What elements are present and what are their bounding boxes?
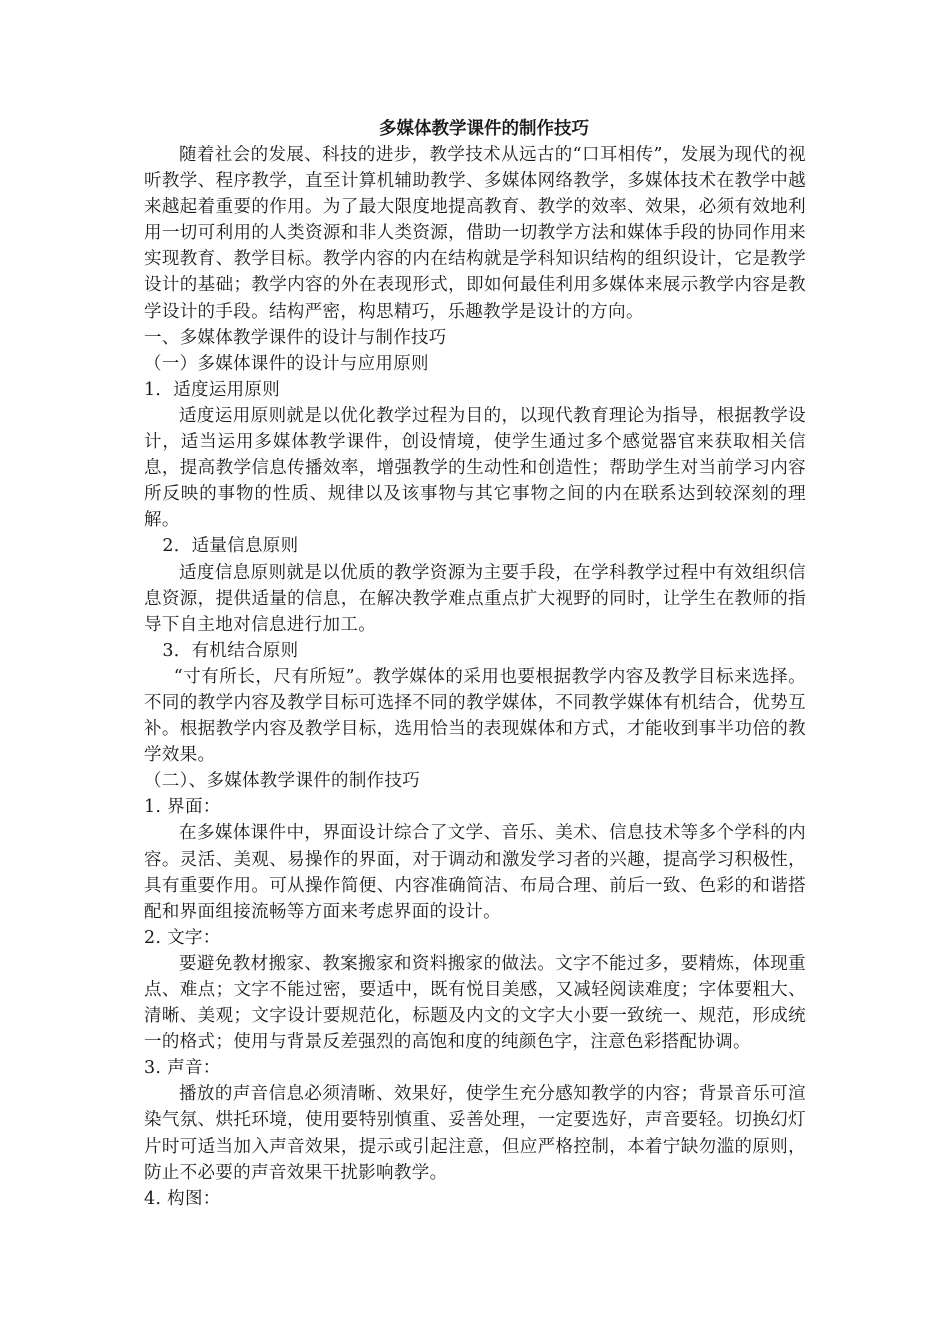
technique-heading: 1. 界面： xyxy=(144,797,221,818)
document-body xyxy=(144,116,806,1212)
subsection-heading: （二）、多媒体教学课件的制作技巧 xyxy=(144,771,421,792)
intro-paragraph: 随着社会的发展、科技的进步，教学技术从远古的“口耳相传”，发展为现代的视听教学、程序教学，直至计算机辅助教学、多媒体网络教学，多媒体技术在教学中越来越起着重要的作用。为了最大限度地提高教育、教学的效率、效果，必须有效地利用一切可利用的人类资源和非人类资源，借助一切教学方法和媒体手段的协同作用来实现教育、教学目标。教学内容的内在结构就是学科知识结构的组织设计，它是教学设计的基础；教学内容的外在表现形式，即如何最佳利用多媒体来展示教学内容是教学设计的手段。结构严密，构思精巧，乐趣教学是设计的方向。 xyxy=(144,145,806,322)
technique-heading: 2. 文字： xyxy=(144,927,221,948)
principle-heading: 3．有机结合原则 xyxy=(162,640,299,661)
principle-paragraph: 适度信息原则就是以优质的教学资源为主要手段，在学科教学过程中有效组织信息资源，提供适量的信息，在解决教学难点重点扩大视野的同时，让学生在教师的指导下自主地对信息进行加工。 xyxy=(144,562,806,635)
principle-heading: 2．适量信息原则 xyxy=(162,536,299,557)
technique-paragraph: 要避免教材搬家、教案搬家和资料搬家的做法。文字不能过多，要精炼，体现重点、难点；文字不能过密，要适中，既有悦目美感，又减轻阅读难度；字体要粗大、清晰、美观；文字设计要规范化，标题及内文的文字大小要一致统一、规范，形成统一的格式；使用与背景反差强烈的高饱和度的纯颜色字，注意色彩搭配协调。 xyxy=(144,953,806,1053)
principle-paragraph: 适度运用原则就是以优化教学过程为目的，以现代教育理论为指导，根据教学设计，适当运用多媒体教学课件，创设情境，使学生通过多个感觉器官来获取相关信息，提高教学信息传播效率，增强教学的生动性和创造性；帮助学生对当前学习内容所反映的事物的性质、规律以及该事物与其它事物之间的内在联系达到较深刻的理解。 xyxy=(144,405,806,531)
document-title: 多媒体教学课件的制作技巧 xyxy=(379,119,589,139)
technique-paragraph: 在多媒体课件中，界面设计综合了文学、音乐、美术、信息技术等多个学科的内容。灵活、美观、易操作的界面，对于调动和激发学习者的兴趣，提高学习积极性，具有重要作用。可从操作简便、内容准确简洁、布局合理、前后一致、色彩的和谐搭配和界面组接流畅等方面来考虑界面的设计。 xyxy=(144,823,806,922)
principle-paragraph: “寸有所长，尺有所短”。教学媒体的采用也要根据教学内容及教学目标来选择。不同的教学内容及教学目标可选择不同的教学媒体，不同教学媒体有机结合，优势互补。根据教学内容及教学目标，选用恰当的表现媒体和方式，才能收到事半功倍的教学效果。 xyxy=(144,666,806,766)
technique-paragraph: 播放的声音信息必须清晰、效果好，使学生充分感知教学的内容；背景音乐可渲染气氛、烘托环境，使用要特别慎重、妥善处理，一定要选好，声音要轻。切换幻灯片时可适当加入声音效果，提示或引起注意，但应严格控制，本着宁缺勿滥的原则，防止不必要的声音效果干扰影响教学。 xyxy=(144,1084,806,1183)
principle-heading: 1．适度运用原则 xyxy=(144,379,281,400)
technique-heading: 3. 声音： xyxy=(144,1058,221,1079)
technique-heading: 4. 构图： xyxy=(144,1188,221,1209)
section-heading: 一、多媒体教学课件的设计与制作技巧 xyxy=(144,327,447,348)
subsection-heading: （一）多媒体课件的设计与应用原则 xyxy=(144,353,429,374)
